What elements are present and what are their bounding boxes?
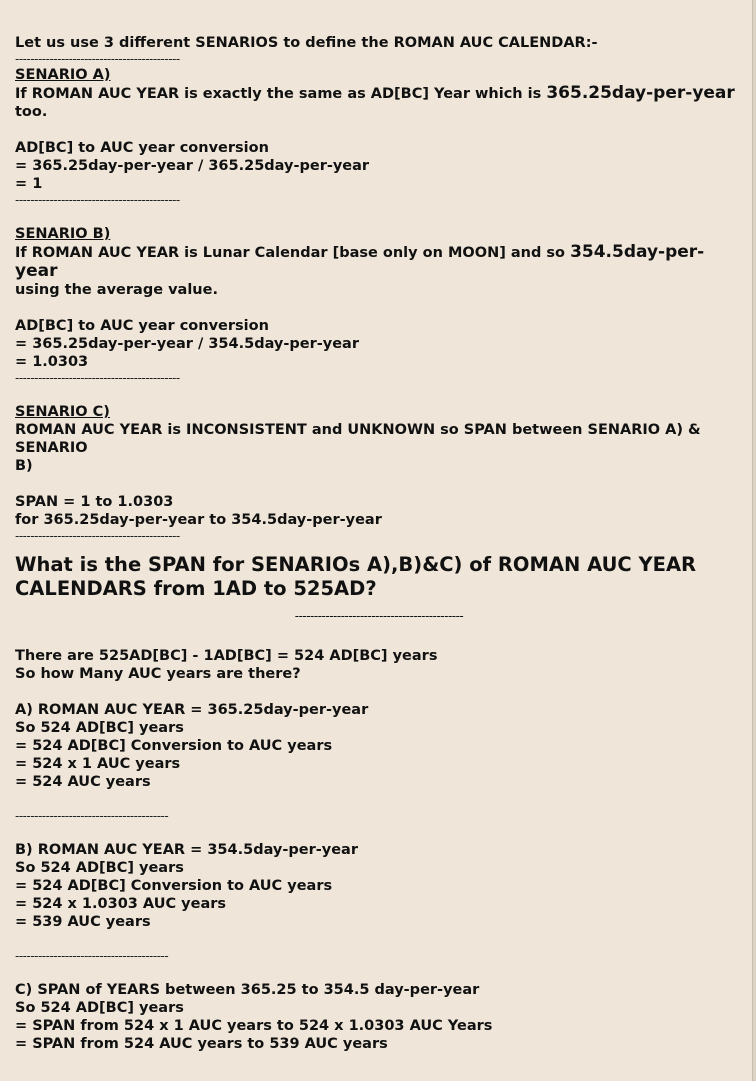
divider: ------------------------------------------- [15, 52, 180, 66]
scenario-b-text [15, 243, 743, 281]
answer-c-line4: = SPAN from 524 AUC years to 539 AUC years [15, 1036, 388, 1052]
scenario-a-text-pre: If ROMAN AUC YEAR is exactly the same as AD[BC] Year which is [15, 86, 547, 102]
answer-b-line5: = 539 AUC years [15, 914, 151, 930]
intro-text: Let us use 3 different SENARIOS to define the ROMAN AUC CALENDAR:- [15, 35, 598, 51]
answer-b-line3: = 524 AD[BC] Conversion to AUC years [15, 878, 333, 894]
blank-line [15, 385, 743, 403]
answer-b-line4: = 524 x 1.0303 AUC years [15, 896, 227, 912]
blank-line [15, 207, 743, 225]
scenario-a-text-post: too. [15, 86, 740, 120]
divider: ------------------------------------------- [15, 371, 180, 385]
blank-line [15, 299, 743, 317]
blank-line [15, 629, 743, 647]
blank-line [15, 683, 743, 701]
question-line2: CALENDARS from 1AD to 525AD? [15, 577, 377, 600]
blank-line [15, 931, 743, 949]
answer-c-line3: = SPAN from 524 x 1 AUC years to 524 x 1.0303 AUC Years [15, 1018, 493, 1034]
scenario-c-text-line1: ROMAN AUC YEAR is INCONSISTENT and UNKNOWN so SPAN between SENARIO A) & SENARIO [15, 422, 706, 456]
blank-line [15, 121, 743, 139]
center-divider: -------------------------------------------- [294, 609, 464, 623]
question-heading [15, 553, 743, 601]
document-body [15, 34, 743, 1053]
scenario-a-conv-line1: = 365.25day-per-year / 365.25day-per-year [15, 158, 370, 174]
answer-c-line2: So 524 AD[BC] years [15, 1000, 184, 1016]
years-line2: So how Many AUC years are there? [15, 666, 301, 682]
answer-c-line1: C) SPAN of YEARS between 365.25 to 354.5 day-per-year [15, 982, 480, 998]
answer-a-line2: So 524 AD[BC] years [15, 720, 184, 736]
scenario-b-heading: SENARIO B) [15, 226, 111, 242]
scenario-b-conv-title: AD[BC] to AUC year conversion [15, 318, 269, 334]
divider: ---------------------------------------- [15, 949, 169, 963]
divider: ------------------------------------------- [15, 193, 180, 207]
scenario-c-span-line1: SPAN = 1 to 1.0303 [15, 494, 174, 510]
answer-a-line4: = 524 x 1 AUC years [15, 756, 181, 772]
scenario-a-conv-title: AD[BC] to AUC year conversion [15, 140, 269, 156]
scenario-a-conv-line2: = 1 [15, 176, 43, 192]
divider: ---------------------------------------- [15, 809, 169, 823]
scenario-b-conv-line1: = 365.25day-per-year / 354.5day-per-year [15, 336, 359, 352]
scenario-c-span-line2: for 365.25day-per-year to 354.5day-per-year [15, 512, 382, 528]
scenario-c-heading: SENARIO C) [15, 404, 110, 420]
scenario-b-text-line2: using the average value. [15, 282, 218, 298]
scenario-b-conv-line2: = 1.0303 [15, 354, 89, 370]
scenario-a-text [15, 84, 743, 121]
scenario-b-text-big: 354.5day-per-year [15, 242, 705, 281]
scrollbar-edge[interactable] [752, 0, 756, 1081]
question-line1: What is the SPAN for SENARIOs A),B)&C) of ROMAN AUC YEAR [15, 553, 697, 576]
scenario-a-heading: SENARIO A) [15, 67, 111, 83]
answer-b-line2: So 524 AD[BC] years [15, 860, 184, 876]
years-line1: There are 525AD[BC] - 1AD[BC] = 524 AD[BC] years [15, 648, 438, 664]
divider: ------------------------------------------- [15, 529, 180, 543]
answer-a-line5: = 524 AUC years [15, 774, 151, 790]
blank-line [15, 475, 743, 493]
scenario-c-text-line2: B) [15, 458, 33, 474]
answer-b-line1: B) ROMAN AUC YEAR = 354.5day-per-year [15, 842, 358, 858]
answer-a-line1: A) ROMAN AUC YEAR = 365.25day-per-year [15, 702, 369, 718]
blank-line [15, 791, 743, 809]
answer-a-line3: = 524 AD[BC] Conversion to AUC years [15, 738, 333, 754]
scenario-a-text-big: 365.25day-per-year [546, 83, 735, 103]
blank-line [15, 963, 743, 981]
scenario-b-text-pre: If ROMAN AUC YEAR is Lunar Calendar [base only on MOON] and so [15, 245, 571, 261]
blank-line [15, 823, 743, 841]
